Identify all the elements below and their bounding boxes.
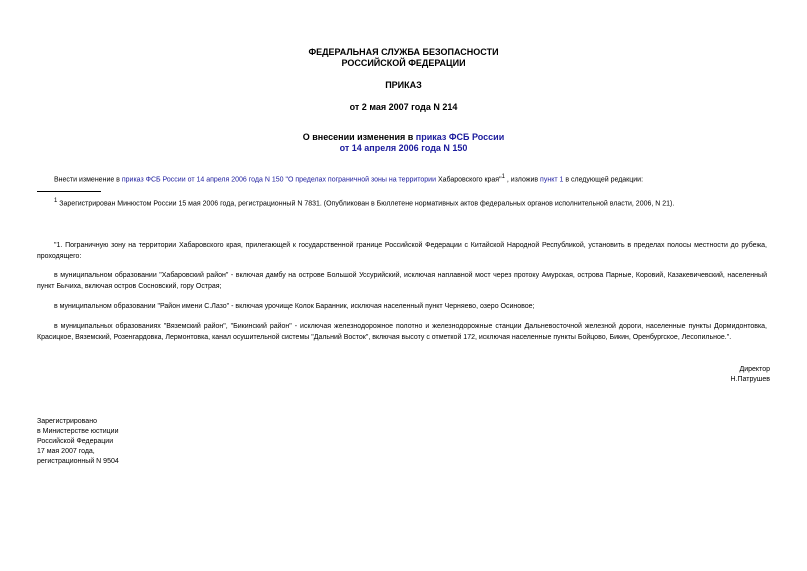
registration-line-4: 17 мая 2007 года, [37,448,95,455]
footnote-text: Зарегистрирован Минюстом России 15 мая 2006 года, регистрационный N 7831. (Опубликован в Бюллетене нормативных актов федеральных органов исполнительной власти, 2006, N 21). [57,200,675,208]
intro-paragraph [54,172,774,185]
paragraph-1: "1. Пограничную зону на территории Хабаровского края, прилегающей к государственной границе Российской Федерации с Китайской Народной Республикой, установить в пределах полосы местности до рубежа, проходящего: [37,242,767,260]
agency-name-line2: РОССИЙСКОЙ ФЕДЕРАЦИИ [341,58,466,68]
signature-title: Директор [739,366,770,373]
footnote [54,196,774,209]
intro-link-order[interactable]: приказ ФСБ России от 14 апреля 2006 года N 150 "О пределах пограничной зоны на территории [121,176,436,184]
agency-name-line1: ФЕДЕРАЛЬНАЯ СЛУЖБА БЕЗОПАСНОСТИ [308,47,499,57]
intro-link-clause[interactable]: пункт 1 [540,176,564,184]
subject-link-date[interactable]: от 14 апреля 2006 года N 150 [339,143,468,153]
document-subject-line1 [0,132,807,143]
paragraph-4: в муниципальных образованиях "Вяземский район", "Бикинский район" - исключая железнодорожное полотно и железнодорожные станции Дальневосточной железной дороги, населенные пункты Дормидонтовка, Красицкое, Вяземский, Розенгардовка, Лермонтовка, канал осушительной системы "Дальний Восток", включая высоту с отметкой 172, исключая населенные пункты Бойцово, Бикин, Оренбургское, Лесопильное.". [37,323,767,341]
subject-link-order[interactable]: приказ ФСБ России [415,132,505,142]
intro-text-3: , изложив [504,176,541,184]
signature-name: Н.Патрушев [730,376,770,383]
footnote-separator [37,191,101,192]
intro-text-4: в следующей редакции: [563,176,644,184]
paragraph-3: в муниципальном образовании "Район имени С.Лазо" - включая урочище Колок Баранник, исключая населенный пункт Черняево, озеро Осиновое; [54,303,535,310]
registration-line-2: в Министерстве юстиции [37,428,119,435]
subject-prefix: О внесении изменения в [302,132,416,142]
registration-line-3: Российской Федерации [37,438,114,445]
footnote-number: 1 [54,198,58,204]
registration-line-5: регистрационный N 9504 [37,458,119,465]
registration-line-1: Зарегистрировано [37,418,97,425]
document-date: от 2 мая 2007 года N 214 [349,102,458,112]
intro-text-1: Внести изменение в [54,176,122,184]
intro-text-2: Хабаровского края" [436,176,502,184]
footnote-marker: 1 [501,174,505,180]
document-type: ПРИКАЗ [385,80,422,90]
paragraph-2: в муниципальном образовании "Хабаровский район" - включая дамбу на острове Большой Уссурийский, исключая наплавной мост через протоку Амурская, острова Парные, Коровий, Казакевичевский, населенный пункт Бычиха, включая остров Сосновский, гору Острая; [37,272,767,290]
